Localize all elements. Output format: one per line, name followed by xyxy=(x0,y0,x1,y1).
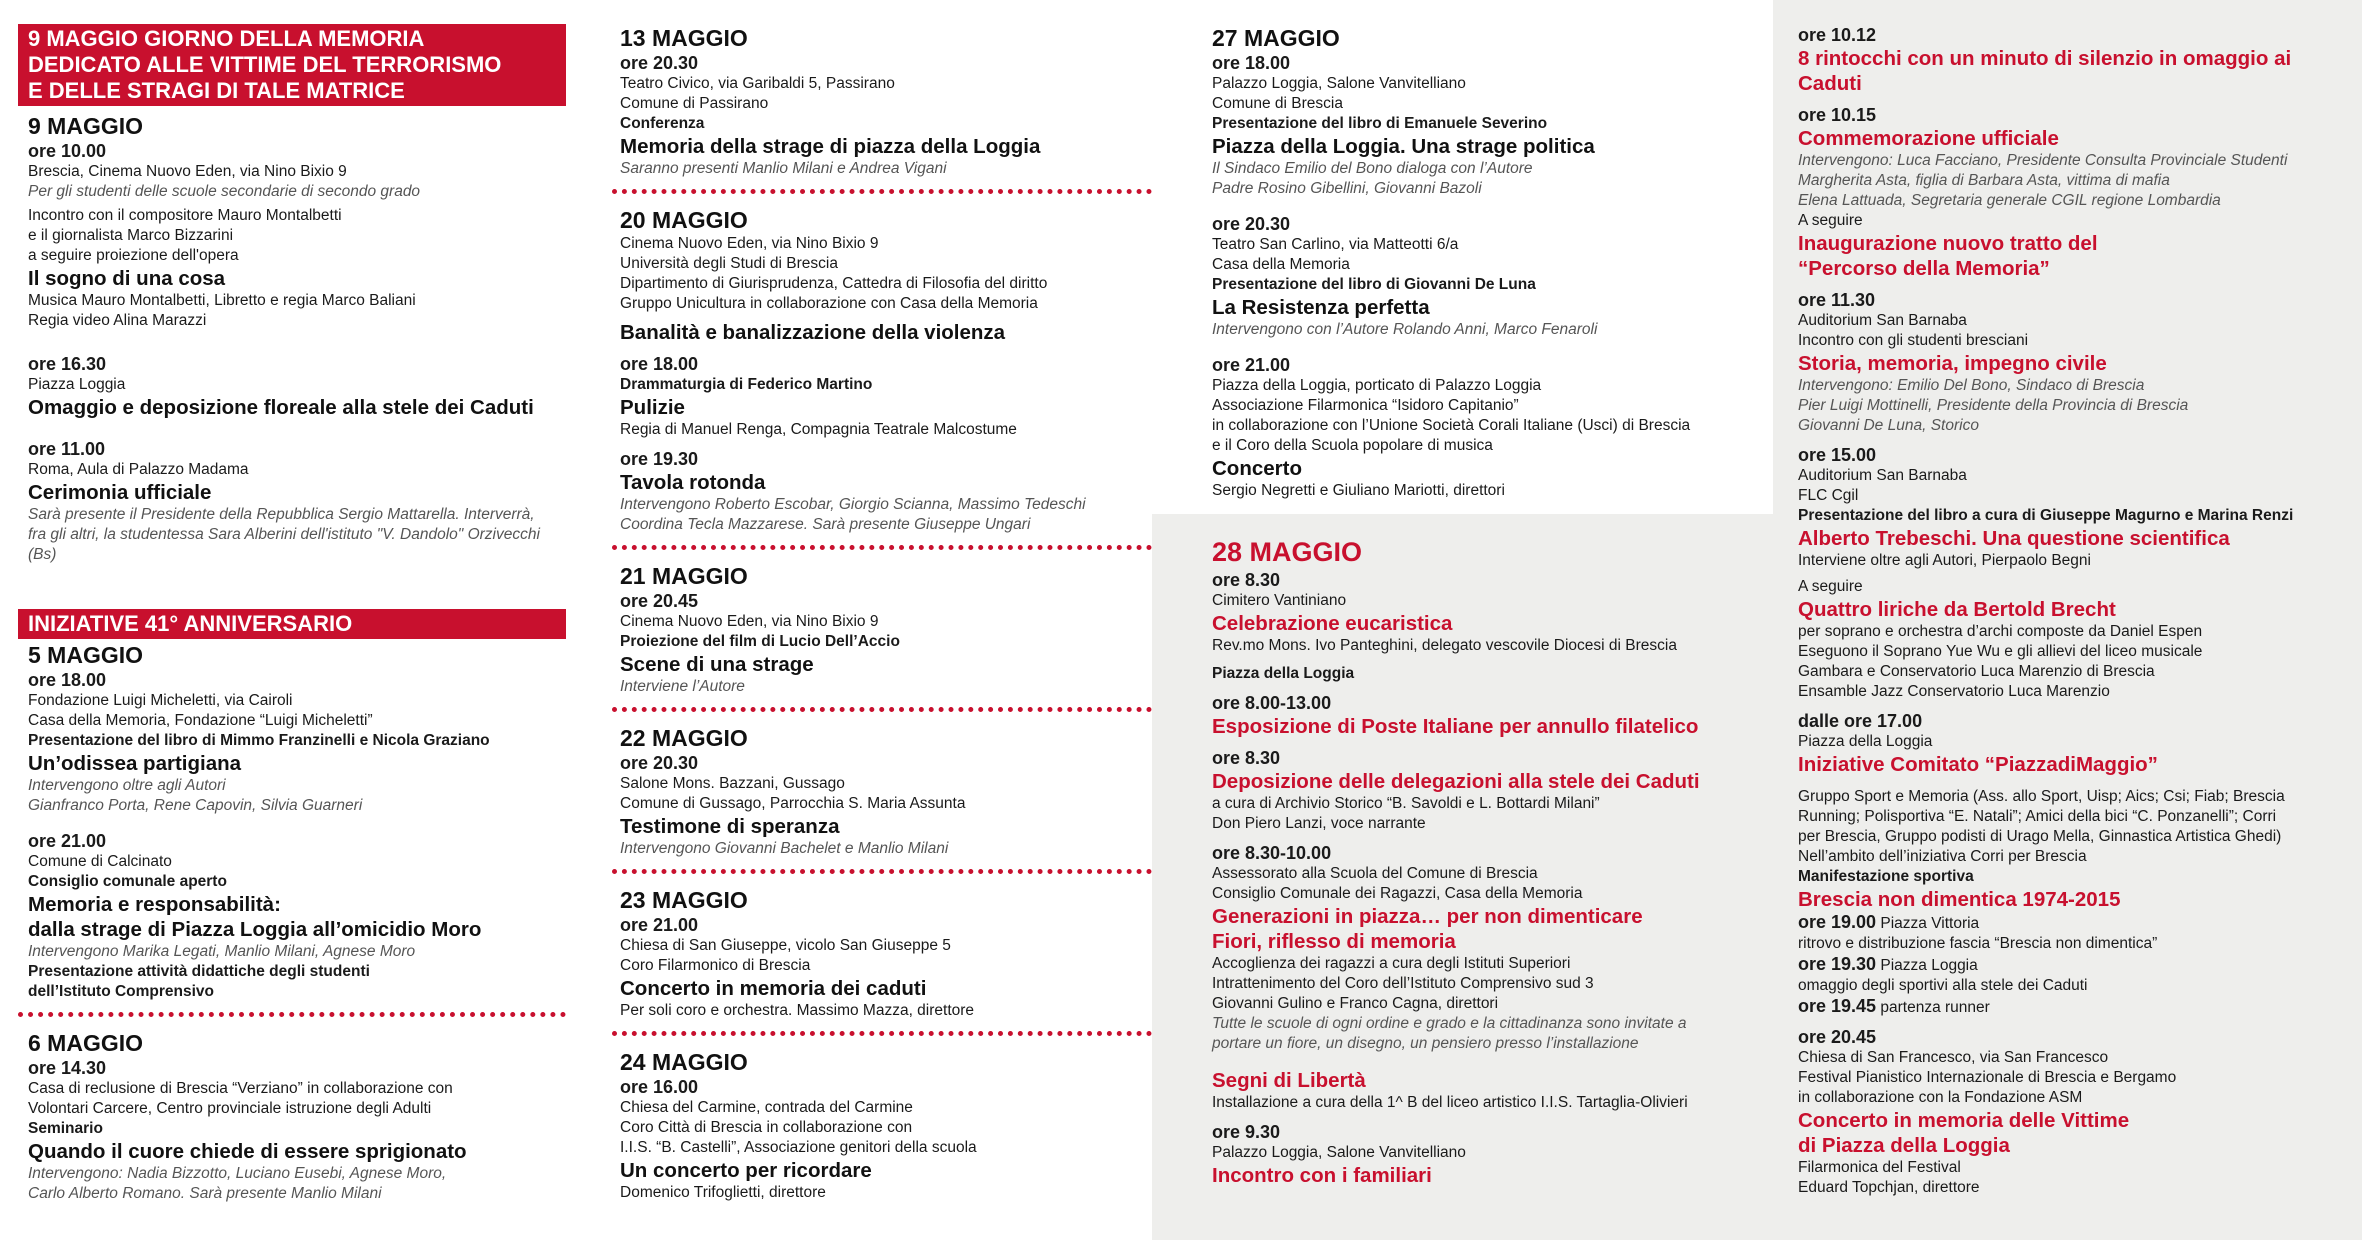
text-line: Dipartimento di Giurisprudenza, Cattedra di Filosofia del diritto xyxy=(620,275,1048,292)
text-line: Teatro San Carlino, via Matteotti 6/a xyxy=(1212,236,1459,253)
event-place xyxy=(1212,794,1772,834)
event-time: ore 10.12 xyxy=(1798,25,1877,45)
event-place xyxy=(1212,376,1772,456)
event-title: Concerto in memoria dei caduti xyxy=(620,977,927,1000)
text-line: Intervengono: Nadia Bizzotto, Luciano Eusebi, Agnese Moro, xyxy=(28,1165,447,1182)
event-note xyxy=(1798,376,2348,436)
event-place xyxy=(28,691,566,731)
event-time: ore 10.00 xyxy=(28,141,107,161)
event-time: ore 10.15 xyxy=(1798,105,1877,125)
text-line: Giovanni De Luna, Storico xyxy=(1798,417,1979,434)
event-note xyxy=(620,495,1152,535)
text-line: in collaborazione con l’Unione Società Corali Italiane (Usci) di Brescia xyxy=(1212,417,1691,434)
banner-line: 9 MAGGIO GIORNO DELLA MEMORIA xyxy=(28,26,425,51)
event-note: Saranno presenti Manlio Milani e Andrea Vigani xyxy=(620,160,947,177)
event-place: Piazza della Loggia xyxy=(1798,733,1933,750)
schedule-line xyxy=(1798,954,2348,976)
dotted-divider xyxy=(612,1031,1152,1036)
text-line: Gruppo Unicultura in collaborazione con Casa della Memoria xyxy=(620,295,1038,312)
dotted-divider xyxy=(18,1012,566,1017)
event-note: Intervengono Marika Legati, Manlio Milani, Agnese Moro xyxy=(28,943,416,960)
event-time: ore 8.30 xyxy=(1212,570,1281,590)
event-time: ore 8.00-13.00 xyxy=(1212,693,1332,713)
event-title: La Resistenza perfetta xyxy=(1212,296,1430,319)
banner-line: E DELLE STRAGI DI TALE MATRICE xyxy=(28,78,405,103)
text-line: Piazza della Loggia, porticato di Palazzo Loggia xyxy=(1212,377,1542,394)
event-title: Esposizione di Poste Italiane per annullo filatelico xyxy=(1212,715,1699,738)
event-time: ore 18.00 xyxy=(620,354,699,374)
event-note xyxy=(1798,151,2348,211)
text-line: Salone Mons. Bazzani, Gussago xyxy=(620,775,845,792)
text-line: Regia video Alina Marazzi xyxy=(28,312,207,329)
event-place: Cinema Nuovo Eden, via Nino Bixio 9 xyxy=(620,613,879,630)
event-description xyxy=(1798,787,2348,867)
event-credits: Rev.mo Mons. Ivo Panteghini, delegato vescovile Diocesi di Brescia xyxy=(1212,637,1677,654)
text-line: Pier Luigi Mottinelli, Presidente della Provincia di Brescia xyxy=(1798,397,2189,414)
text-line: Comune di Passirano xyxy=(620,95,769,112)
text-line: Incontro con gli studenti bresciani xyxy=(1798,332,2029,349)
text-line: Casa della Memoria, Fondazione “Luigi Micheletti” xyxy=(28,712,373,729)
text-line: Chiesa di San Francesco, via San Francesco xyxy=(1798,1049,2109,1066)
schedule-line xyxy=(1798,912,2348,934)
text-line: Concerto in memoria delle Vittime xyxy=(1798,1109,2130,1132)
event-title: Deposizione delle delegazioni alla stele dei Caduti xyxy=(1212,770,1700,793)
event-note: Intervengono Giovanni Bachelet e Manlio Milani xyxy=(620,840,949,857)
text-line: Coro Filarmonico di Brescia xyxy=(620,957,811,974)
text-line: Coordina Tecla Mazzarese. Sarà presente Giuseppe Ungari xyxy=(620,516,1031,533)
event-place: Cimitero Vantiniano xyxy=(1212,592,1347,609)
event-place xyxy=(1212,74,1772,114)
text-line: Cinema Nuovo Eden, via Nino Bixio 9 xyxy=(620,235,879,252)
event-credits: Domenico Trifoglietti, direttore xyxy=(620,1184,826,1201)
event-subtitle: Consiglio comunale aperto xyxy=(28,873,227,890)
text-line: Gruppo Sport e Memoria (Ass. allo Sport, Uisp; Aics; Csi; Fiab; Brescia xyxy=(1798,788,2285,805)
event-time: ore 21.00 xyxy=(620,915,699,935)
event-credits xyxy=(1212,954,1772,1014)
event-subtitle: Drammaturgia di Federico Martino xyxy=(620,376,873,393)
event-time: ore 11.00 xyxy=(28,439,106,459)
date-heading: 21 MAGGIO xyxy=(620,563,748,589)
event-place: Comune di Calcinato xyxy=(28,853,172,870)
dotted-divider xyxy=(612,869,1152,874)
text-line: Festival Pianistico Internazionale di Brescia e Bergamo xyxy=(1798,1069,2177,1086)
event-place: Installazione a cura della 1^ B del liceo artistico I.I.S. Tartaglia-Olivieri xyxy=(1212,1094,1688,1111)
event-subtitle: Presentazione del libro di Mimmo Franzinelli e Nicola Graziano xyxy=(28,732,490,749)
event-title: Incontro con i familiari xyxy=(1212,1164,1432,1187)
text-line: Sarà presente il Presidente della Repubblica Sergio Mattarella. Interverrà, xyxy=(28,506,535,523)
text-line: Intervengono oltre agli Autori xyxy=(28,777,226,794)
event-place xyxy=(620,936,1152,976)
event-credits xyxy=(28,291,566,331)
dotted-divider xyxy=(612,545,1152,550)
event-title: Alberto Trebeschi. Una questione scientifica xyxy=(1798,527,2230,550)
text-line: dalla strage di Piazza Loggia all’omicidio Moro xyxy=(28,918,482,941)
event-time: ore 20.45 xyxy=(1798,1027,1877,1047)
text-line: Margherita Asta, figlia di Barbara Asta, vittima di mafia xyxy=(1798,172,2170,189)
date-heading: 9 MAGGIO xyxy=(28,113,144,139)
date-heading-28-maggio: 28 MAGGIO xyxy=(1212,537,1363,567)
event-title: Storia, memoria, impegno civile xyxy=(1798,352,2107,375)
text-line: Memoria e responsabilità: xyxy=(28,893,281,916)
text-line: Inaugurazione nuovo tratto del xyxy=(1798,232,2098,255)
event-credits: Per soli coro e orchestra. Massimo Mazza, direttore xyxy=(620,1002,975,1019)
event-title xyxy=(1798,231,2348,281)
event-place: omaggio degli sportivi alla stele dei Caduti xyxy=(1798,977,2088,994)
date-heading: 20 MAGGIO xyxy=(620,207,748,233)
text-line: Associazione Filarmonica “Isidoro Capitanio” xyxy=(1212,397,1519,414)
event-title xyxy=(1798,1108,2348,1158)
date-heading: 23 MAGGIO xyxy=(620,887,748,913)
date-heading: 24 MAGGIO xyxy=(620,1049,748,1075)
event-title xyxy=(1212,904,1772,954)
text-line: Accoglienza dei ragazzi a cura degli Istituti Superiori xyxy=(1212,955,1571,972)
event-place xyxy=(1798,466,2348,506)
text-line: Consiglio Comunale dei Ragazzi, Casa della Memoria xyxy=(1212,885,1583,902)
event-place: Brescia, Cinema Nuovo Eden, via Nino Bixio 9 xyxy=(28,163,347,180)
event-time: ore 11.30 xyxy=(1798,290,1876,310)
text-line: Elena Lattuada, Segretaria generale CGIL regione Lombardia xyxy=(1798,192,2221,209)
event-place xyxy=(28,1079,566,1119)
event-note: Interviene l’Autore xyxy=(620,678,745,695)
event-place xyxy=(1798,311,2348,351)
text-line: Presentazione attività didattiche degli studenti xyxy=(28,963,370,980)
text-line: Il Sindaco Emilio del Bono dialoga con l’Autore xyxy=(1212,160,1533,177)
event-title: Celebrazione eucaristica xyxy=(1212,612,1453,635)
text-line: Musica Mauro Montalbetti, Libretto e regia Marco Baliani xyxy=(28,292,416,309)
event-place xyxy=(620,774,1152,814)
event-time: ore 19.00 xyxy=(1798,912,1877,932)
text-line: Incontro con il compositore Mauro Montalbetti xyxy=(28,207,342,224)
event-title: Iniziative Comitato “PiazzadiMaggio” xyxy=(1798,753,2158,776)
event-title: Piazza della Loggia. Una strage politica xyxy=(1212,135,1595,158)
text-line: Eseguono il Soprano Yue Wu e gli allievi del liceo musicale xyxy=(1798,643,2203,660)
text-line: e il giornalista Marco Bizzarini xyxy=(28,227,234,244)
text-line: fra gli altri, la studentessa Sara Alberini dell'istituto "V. Dandolo" Orzivecchi (Bs) xyxy=(28,526,540,563)
event-note xyxy=(1212,159,1772,199)
event-title: Tavola rotonda xyxy=(620,471,766,494)
event-title: Un concerto per ricordare xyxy=(620,1159,872,1182)
text-line: “Percorso della Memoria” xyxy=(1798,257,2050,280)
event-title: Cerimonia ufficiale xyxy=(28,481,212,504)
event-note xyxy=(28,1164,566,1204)
text-line: Chiesa di San Giuseppe, vicolo San Giuseppe 5 xyxy=(620,937,951,954)
event-place xyxy=(620,74,1152,114)
event-time: ore 15.00 xyxy=(1798,445,1877,465)
event-time: ore 8.30-10.00 xyxy=(1212,843,1332,863)
text-line: a seguire proiezione dell'opera xyxy=(28,247,239,264)
date-heading: 5 MAGGIO xyxy=(28,642,144,668)
text-line: partenza runner xyxy=(1880,999,1990,1016)
text-line: Fiori, riflesso di memoria xyxy=(1212,930,1456,953)
a-seguire-label: A seguire xyxy=(1798,578,1863,595)
text-line: in collaborazione con la Fondazione ASM xyxy=(1798,1089,2083,1106)
text-line: Fondazione Luigi Micheletti, via Cairoli xyxy=(28,692,293,709)
event-time: dalle ore 17.00 xyxy=(1798,711,1923,731)
text-line: per soprano e orchestra d’archi composte da Daniel Espen xyxy=(1798,623,2203,640)
text-line: Intrattenimento del Coro dell’Istituto Comprensivo sud 3 xyxy=(1212,975,1594,992)
event-credits: Sergio Negretti e Giuliano Mariotti, direttori xyxy=(1212,482,1505,499)
event-title xyxy=(28,892,566,942)
text-line: Coro Città di Brescia in collaborazione con xyxy=(620,1119,913,1136)
text-line: Tutte le scuole di ogni ordine e grado e la cittadinanza sono invitate a xyxy=(1212,1015,1687,1032)
event-time: ore 9.30 xyxy=(1212,1122,1281,1142)
event-time: ore 18.00 xyxy=(28,670,107,690)
text-line: Ensamble Jazz Conservatorio Luca Marenzio xyxy=(1798,683,2110,700)
event-time: ore 20.30 xyxy=(620,753,699,773)
event-title: Scene di una strage xyxy=(620,653,814,676)
text-line: Palazzo Loggia, Salone Vanvitelliano xyxy=(1212,75,1466,92)
dotted-divider xyxy=(612,707,1152,712)
banner-line: DEDICATO ALLE VITTIME DEL TERRORISMO xyxy=(28,52,502,77)
event-title: 8 rintocchi con un minuto di silenzio in omaggio ai Caduti xyxy=(1798,47,2292,95)
text-line: Filarmonica del Festival xyxy=(1798,1159,1961,1176)
date-heading: 27 MAGGIO xyxy=(1212,25,1340,51)
schedule-line xyxy=(1798,996,2348,1018)
text-line: FLC Cgil xyxy=(1798,487,1859,504)
event-time: ore 16.30 xyxy=(28,354,107,374)
text-line: Piazza Vittoria xyxy=(1880,915,1980,932)
event-time: ore 21.00 xyxy=(28,831,107,851)
text-line: Carlo Alberto Romano. Sarà presente Manlio Milani xyxy=(28,1185,382,1202)
text-line: Don Piero Lanzi, voce narrante xyxy=(1212,815,1426,832)
text-line: Intervengono: Luca Facciano, Presidente Consulta Provinciale Studenti xyxy=(1798,152,2288,169)
event-time: ore 14.30 xyxy=(28,1058,107,1078)
event-note xyxy=(28,505,566,565)
text-line: Comune di Gussago, Parrocchia S. Maria Assunta xyxy=(620,795,966,812)
a-seguire-label: A seguire xyxy=(1798,212,1863,229)
text-line: I.I.S. “B. Castelli”, Associazione genitori della scuola xyxy=(620,1139,977,1156)
event-subtitle: Conferenza xyxy=(620,115,705,132)
event-subtitle: Manifestazione sportiva xyxy=(1798,868,1974,885)
event-time: ore 21.00 xyxy=(1212,355,1291,375)
text-line: per Brescia, Gruppo podisti di Urago Mella, Ginnastica Artistica Ghedi) xyxy=(1798,828,2282,845)
event-time: ore 18.00 xyxy=(1212,53,1291,73)
event-time: ore 20.30 xyxy=(1212,214,1291,234)
event-place: Regia di Manuel Renga, Compagnia Teatrale Malcostume xyxy=(620,421,1017,438)
column-3 xyxy=(1202,24,1772,1188)
event-title: Testimone di speranza xyxy=(620,815,840,838)
text-line: Intervengono Roberto Escobar, Giorgio Scianna, Massimo Tedeschi xyxy=(620,496,1086,513)
banner-iniziative xyxy=(18,609,566,639)
text-line: Padre Rosino Gibellini, Giovanni Bazoli xyxy=(1212,180,1482,197)
event-subtitle: Seminario xyxy=(28,1120,103,1137)
text-line: Volontari Carcere, Centro provinciale istruzione degli Adulti xyxy=(28,1100,432,1117)
text-line: Intervengono: Emilio Del Bono, Sindaco di Brescia xyxy=(1798,377,2145,394)
event-title: Omaggio e deposizione floreale alla stele dei Caduti xyxy=(28,396,534,419)
event-place: Palazzo Loggia, Salone Vanvitelliano xyxy=(1212,1144,1466,1161)
text-line: e il Coro della Scuola popolare di musica xyxy=(1212,437,1493,454)
text-line: Gianfranco Porta, Rene Capovin, Silvia Guarneri xyxy=(28,797,363,814)
text-line: di Piazza della Loggia xyxy=(1798,1134,2010,1157)
event-title: Quattro liriche da Bertold Brecht xyxy=(1798,598,2116,621)
event-title: Memoria della strage di piazza della Loggia xyxy=(620,135,1041,158)
column-2 xyxy=(612,24,1152,1203)
event-time: ore 20.45 xyxy=(620,591,699,611)
date-heading: 22 MAGGIO xyxy=(620,725,748,751)
event-title: Un’odissea partigiana xyxy=(28,752,242,775)
event-title: Brescia non dimentica 1974-2015 xyxy=(1798,888,2121,911)
column-4 xyxy=(1798,24,2348,1198)
event-time: ore 8.30 xyxy=(1212,748,1281,768)
text-line: Gambara e Conservatorio Luca Marenzio di Brescia xyxy=(1798,663,2155,680)
text-line: Università degli Studi di Brescia xyxy=(620,255,838,272)
event-title: Commemorazione ufficiale xyxy=(1798,127,2059,150)
text-line: Eduard Topchjan, direttore xyxy=(1798,1179,1980,1196)
event-title: Concerto xyxy=(1212,457,1302,480)
banner-giorno-memoria xyxy=(18,24,566,106)
event-title: Pulizie xyxy=(620,396,685,419)
event-subtitle: Presentazione del libro a cura di Giuseppe Magurno e Marina Renzi xyxy=(1798,507,2294,524)
text-line: Auditorium San Barnaba xyxy=(1798,312,1967,329)
event-time: ore 19.30 xyxy=(1798,954,1877,974)
event-place xyxy=(1212,235,1772,275)
text-line: Auditorium San Barnaba xyxy=(1798,467,1967,484)
event-note xyxy=(28,776,566,816)
event-description xyxy=(28,206,566,266)
location-heading: Piazza della Loggia xyxy=(1212,665,1355,682)
event-time: ore 19.30 xyxy=(620,449,699,469)
date-heading: 13 MAGGIO xyxy=(620,25,748,51)
text-line: Running; Polisportiva “E. Natali”; Amici della bici “C. Ponzanelli”; Corri xyxy=(1798,808,2277,825)
event-note: Per gli studenti delle scuole secondarie di secondo grado xyxy=(28,183,421,200)
text-line: Comune di Brescia xyxy=(1212,95,1343,112)
event-note xyxy=(1212,1014,1772,1054)
text-line: Assessorato alla Scuola del Comune di Brescia xyxy=(1212,865,1538,882)
dotted-divider xyxy=(612,189,1152,194)
event-place xyxy=(620,234,1152,314)
event-subtitle: Presentazione del libro di Emanuele Severino xyxy=(1212,115,1548,132)
text-line: Generazioni in piazza… per non dimenticare xyxy=(1212,905,1643,928)
event-title: Quando il cuore chiede di essere sprigionato xyxy=(28,1140,467,1163)
event-place: Roma, Aula di Palazzo Madama xyxy=(28,461,249,478)
event-place xyxy=(1798,1048,2348,1108)
banner-line: INIZIATIVE 41° ANNIVERSARIO xyxy=(28,611,353,636)
text-line: a cura di Archivio Storico “B. Savoldi e L. Bottardi Milani” xyxy=(1212,795,1600,812)
event-place: ritrovo e distribuzione fascia “Brescia non dimentica” xyxy=(1798,935,2158,952)
text-line: Casa della Memoria xyxy=(1212,256,1350,273)
text-line: Piazza Loggia xyxy=(1880,957,1978,974)
event-place: Piazza Loggia xyxy=(28,376,126,393)
event-time: ore 19.45 xyxy=(1798,996,1877,1016)
event-time: ore 20.30 xyxy=(620,53,699,73)
date-heading: 6 MAGGIO xyxy=(28,1030,144,1056)
event-time: ore 16.00 xyxy=(620,1077,699,1097)
text-line: Casa di reclusione di Brescia “Verziano” in collaborazione con xyxy=(28,1080,453,1097)
text-line: Teatro Civico, via Garibaldi 5, Passirano xyxy=(620,75,895,92)
event-place xyxy=(1212,864,1772,904)
event-credits xyxy=(1798,622,2348,702)
event-subtitle: Presentazione del libro di Giovanni De Luna xyxy=(1212,276,1536,293)
event-title: Il sogno di una cosa xyxy=(28,267,226,290)
event-title: Banalità e banalizzazione della violenza xyxy=(620,321,1006,344)
event-credits: Interviene oltre agli Autori, Pierpaolo Begni xyxy=(1798,552,2091,569)
event-note: Intervengono con l’Autore Rolando Anni, Marco Fenaroli xyxy=(1212,321,1598,338)
event-title: Segni di Libertà xyxy=(1212,1069,1366,1092)
text-line: dell’Istituto Comprensivo xyxy=(28,983,215,1000)
event-place xyxy=(620,1098,1152,1158)
text-line: portare un fiore, un disegno, un pensiero presso l’installazione xyxy=(1212,1035,1639,1052)
text-line: Nell’ambito dell’iniziativa Corri per Brescia xyxy=(1798,848,2087,865)
event-subtitle: Proiezione del film di Lucio Dell’Accio xyxy=(620,633,900,650)
event-subtitle xyxy=(28,962,566,1002)
text-line: Giovanni Gulino e Franco Cagna, direttori xyxy=(1212,995,1499,1012)
column-1 xyxy=(18,24,566,1204)
event-credits xyxy=(1798,1158,2348,1198)
text-line: Chiesa del Carmine, contrada del Carmine xyxy=(620,1099,913,1116)
